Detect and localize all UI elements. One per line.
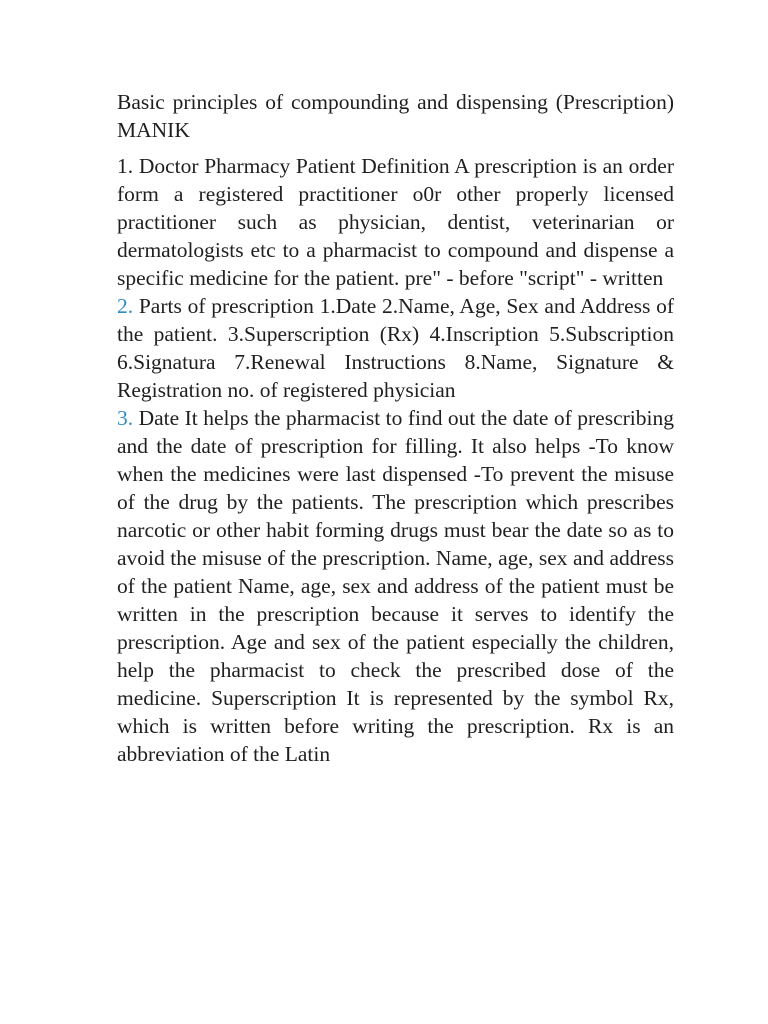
paragraph-text: Parts of prescription 1.Date 2.Name, Age, Sex and Address of the patient. 3.Superscription (Rx) 4.Inscription 5.Subscription 6.Signatura 7.Renewal Instructions 8.Name, Signature & Registration no. of registered physician bbox=[117, 294, 674, 402]
paragraph-1 bbox=[117, 152, 674, 292]
paragraph-text: Date It helps the pharmacist to find out the date of prescribing and the date of prescription for filling. It also helps -To know when the medicines were last dispensed -To prevent the misuse of the drug by the patients. The prescription which prescribes narcotic or other habit forming drugs must bear the date so as to avoid the misuse of the prescription. Name, age, sex and address of the patient Name, age, sex and address of the patient must be written in the prescription because it serves to identify the prescription. Age and sex of the patient especially the children, help the pharmacist to check the prescribed dose of the medicine. Superscription It is represented by the symbol Rx, which is written before writing the prescription. Rx is an abbreviation of the Latin bbox=[117, 406, 674, 766]
paragraph-number: 2. bbox=[117, 294, 134, 318]
document-page bbox=[117, 88, 674, 768]
paragraph-text: Doctor Pharmacy Patient Definition A prescription is an order form a registered practitioner o0r other properly licensed practitioner such as physician, dentist, veterinarian or dermatologists etc to a pharmacist to compound and dispense a specific medicine for the patient. pre" - before "script" - written bbox=[117, 154, 674, 290]
document-title: Basic principles of compounding and dispensing (Prescription) MANIK bbox=[117, 90, 674, 142]
paragraph-number: 3. bbox=[117, 406, 134, 430]
paragraph-2 bbox=[117, 292, 674, 404]
paragraph-3 bbox=[117, 404, 674, 768]
paragraph-number: 1. bbox=[117, 154, 134, 178]
